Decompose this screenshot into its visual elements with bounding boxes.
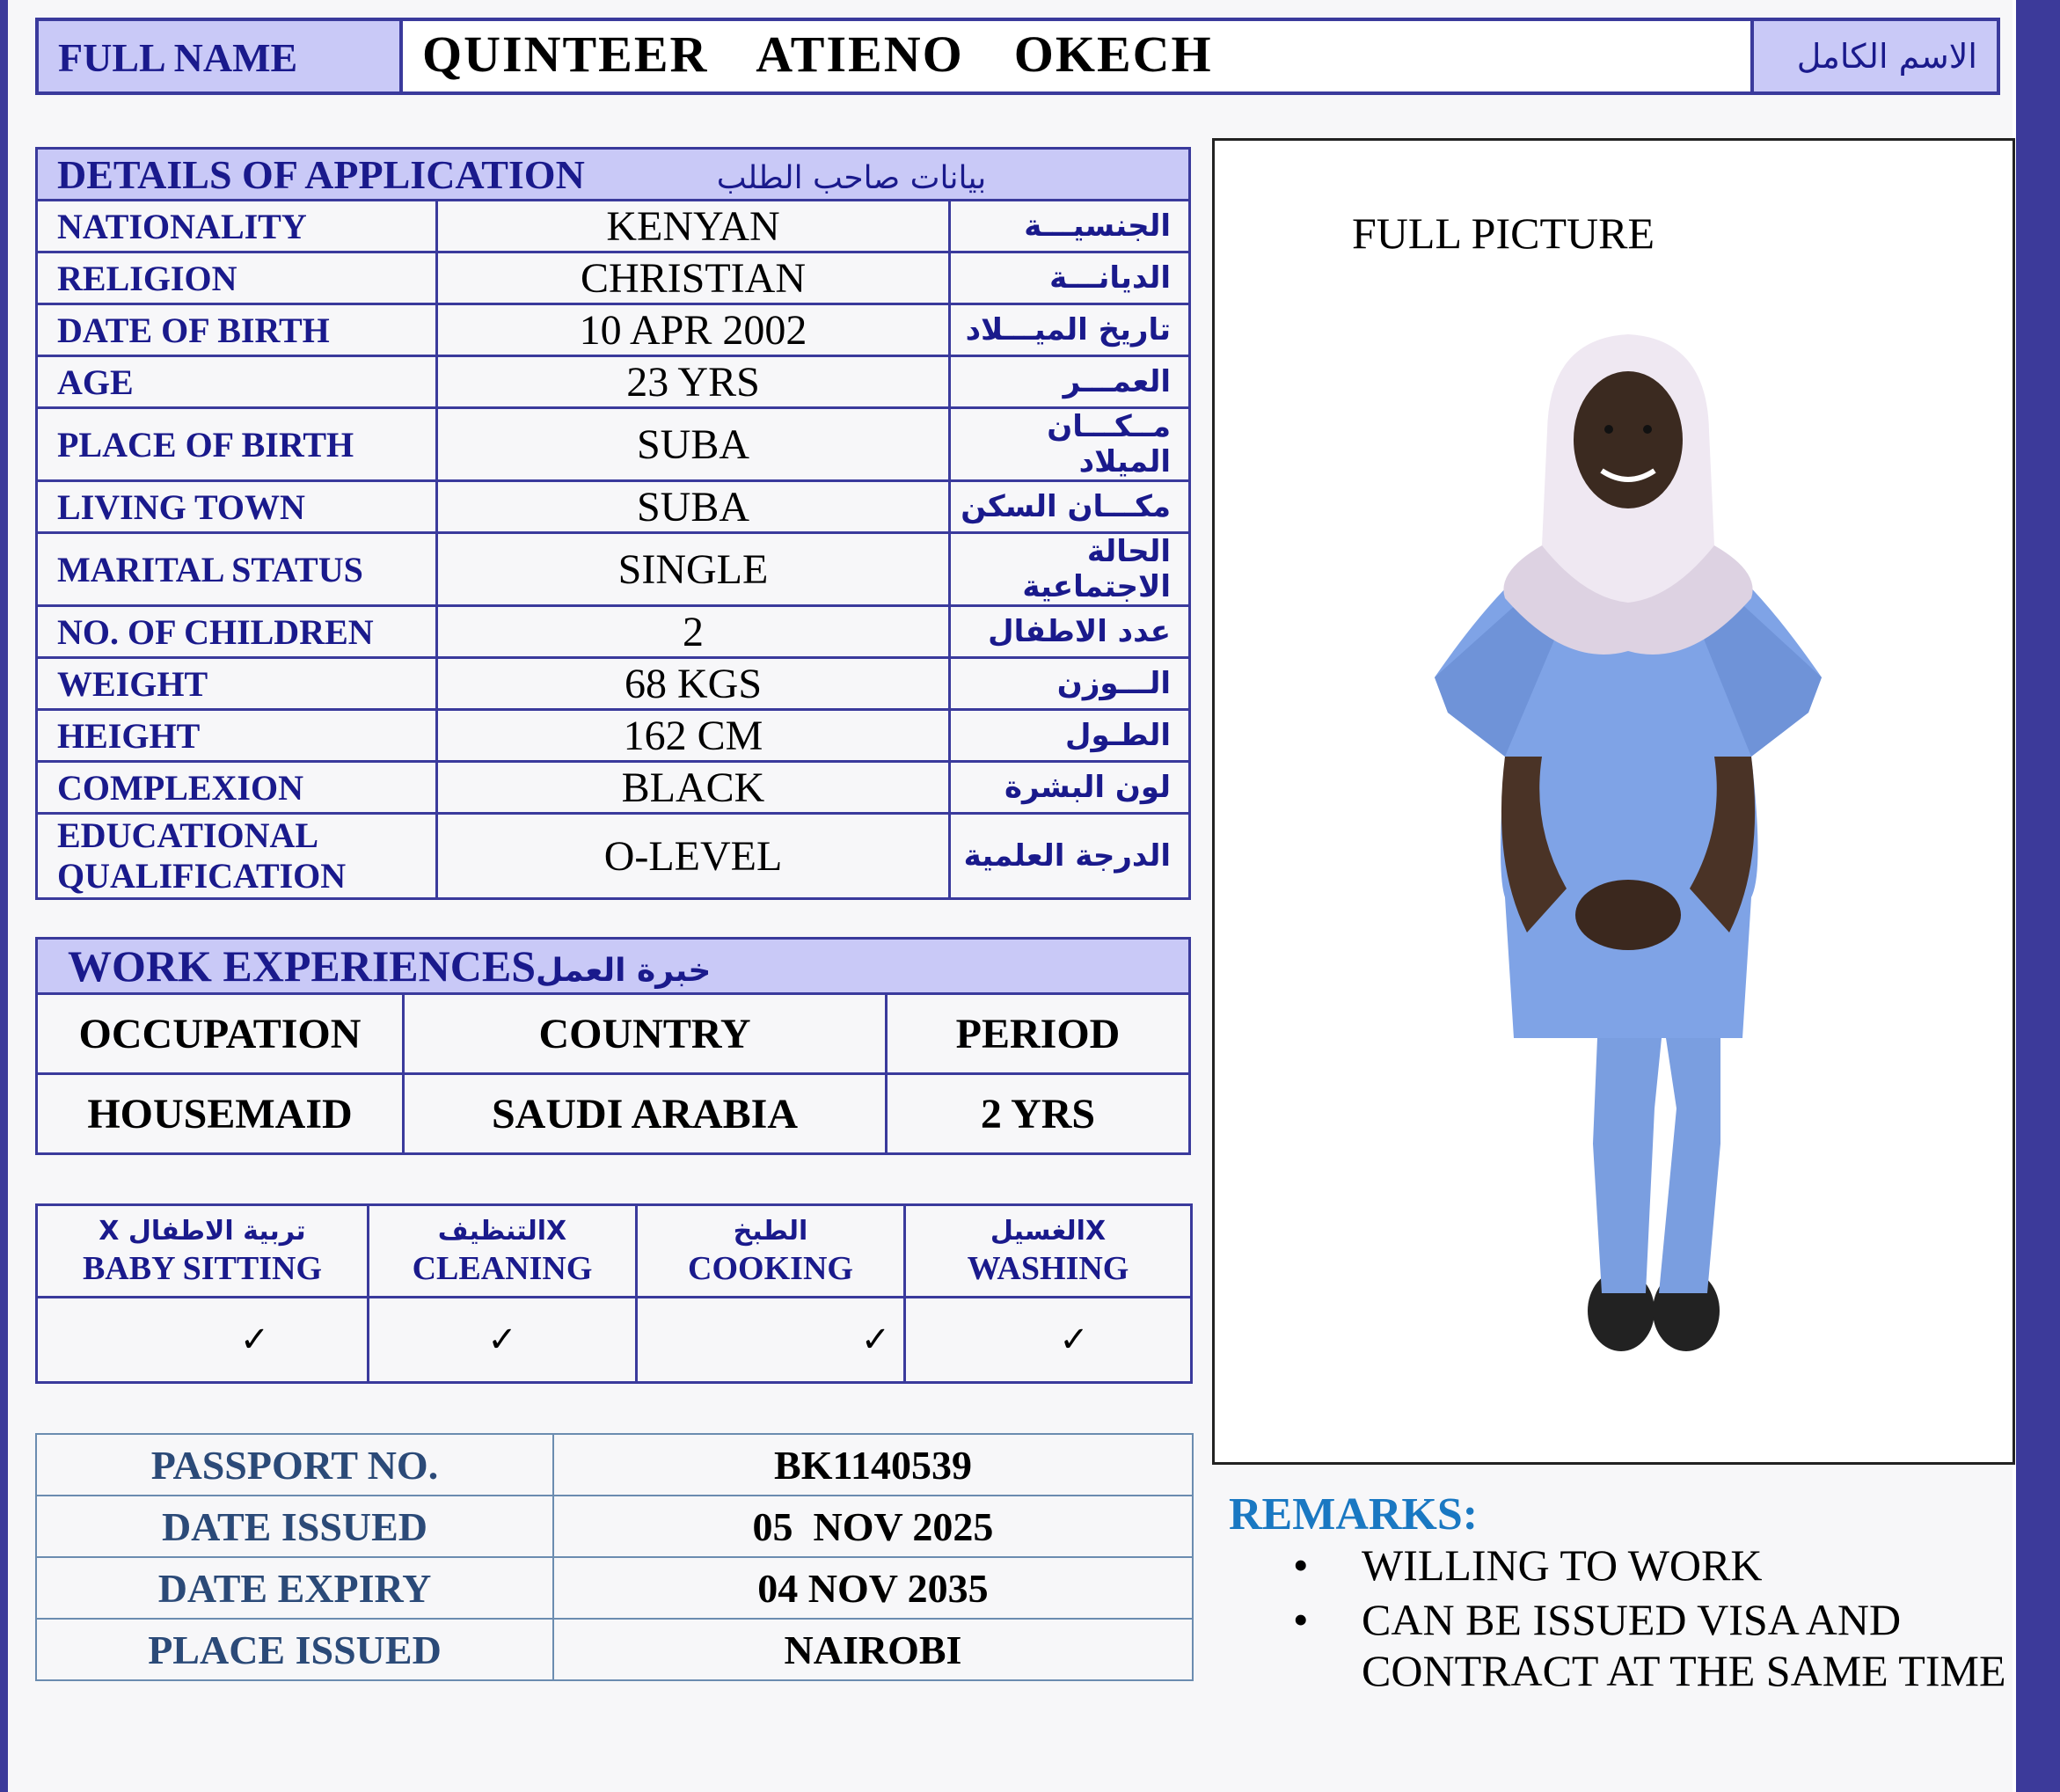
table-row xyxy=(37,658,1190,710)
detail-value: 2 xyxy=(437,606,950,658)
skill-label-ar: X تربية الاطفال xyxy=(99,1216,306,1247)
detail-label: MARITAL STATUS xyxy=(37,533,437,606)
skill-cell-cleaning xyxy=(369,1205,637,1298)
detail-value: 68 KGS xyxy=(437,658,950,710)
detail-label: RELIGION xyxy=(37,252,437,304)
remarks-title: REMARKS: xyxy=(1229,1489,1479,1540)
skill-cell-cooking xyxy=(637,1205,905,1298)
list-item xyxy=(1293,1594,2014,1696)
bullet-icon: • xyxy=(1293,1540,1309,1590)
column-header: COUNTRY xyxy=(404,994,887,1074)
table-row xyxy=(37,533,1190,606)
detail-value: SUBA xyxy=(437,481,950,533)
detail-value: SINGLE xyxy=(437,533,950,606)
passport-label: PASSPORT NO. xyxy=(36,1434,553,1496)
bullet-icon: • xyxy=(1293,1595,1309,1644)
check-icon: ✓ xyxy=(369,1298,637,1383)
column-header: OCCUPATION xyxy=(37,994,404,1074)
detail-label: NATIONALITY xyxy=(37,201,437,252)
skills-check-row xyxy=(37,1298,1192,1383)
table-row xyxy=(36,1434,1193,1496)
passport-value: NAIROBI xyxy=(553,1619,1193,1680)
skill-label: COOKING xyxy=(688,1250,853,1287)
detail-label-ar: الطـول xyxy=(950,710,1190,762)
skill-label: BABY SITTING xyxy=(82,1250,323,1287)
page-frame-left xyxy=(0,0,8,1792)
work-header-row xyxy=(37,939,1190,994)
passport-label: PLACE ISSUED xyxy=(36,1619,553,1680)
table-row xyxy=(37,481,1190,533)
detail-label-ar: مكـــان السكن xyxy=(950,481,1190,533)
remark-text: CAN BE ISSUED VISA AND CONTRACT AT THE SAME TIME xyxy=(1362,1595,2006,1695)
details-table xyxy=(35,147,1191,900)
skill-label-ar: الطبخ xyxy=(733,1216,808,1247)
details-header-row xyxy=(37,149,1190,201)
detail-label: DATE OF BIRTH xyxy=(37,304,437,356)
applicant-photo xyxy=(1215,141,2018,1467)
detail-value: BLACK xyxy=(437,762,950,814)
passport-table xyxy=(35,1433,1194,1681)
detail-value: 162 CM xyxy=(437,710,950,762)
detail-label-ar: الدرجة العلمية xyxy=(950,814,1190,899)
passport-label: DATE EXPIRY xyxy=(36,1557,553,1619)
detail-label: AGE xyxy=(37,356,437,408)
table-row xyxy=(37,304,1190,356)
detail-value: SUBA xyxy=(437,408,950,481)
check-icon: ✓ xyxy=(905,1298,1192,1383)
work-columns-row xyxy=(37,994,1190,1074)
full-name-label-ar: الاسم الكامل xyxy=(1750,21,1997,91)
table-row xyxy=(37,762,1190,814)
details-title-ar: بيانات صاحب الطلب xyxy=(716,159,987,196)
work-experience-table xyxy=(35,937,1191,1155)
skill-cell-washing xyxy=(905,1205,1192,1298)
table-row xyxy=(37,201,1190,252)
table-row xyxy=(37,1074,1190,1154)
full-name-bar xyxy=(35,18,2000,95)
photo-caption: FULL PICTURE xyxy=(1352,208,1655,258)
remark-text: WILLING TO WORK xyxy=(1362,1540,1763,1590)
table-row xyxy=(36,1496,1193,1557)
passport-value: 04 NOV 2035 xyxy=(553,1557,1193,1619)
table-row xyxy=(37,606,1190,658)
detail-label: NO. OF CHILDREN xyxy=(37,606,437,658)
skill-label: WASHING xyxy=(967,1250,1129,1287)
detail-label-ar: الديانـــة xyxy=(950,252,1190,304)
detail-label: COMPLEXION xyxy=(37,762,437,814)
skills-table xyxy=(35,1203,1193,1384)
passport-value: 05 NOV 2025 xyxy=(553,1496,1193,1557)
skill-label-ar: التنظيفX xyxy=(437,1216,567,1247)
table-row xyxy=(37,814,1190,899)
page-frame-right xyxy=(2016,0,2060,1792)
list-item xyxy=(1293,1540,2014,1591)
details-title: DETAILS OF APPLICATION xyxy=(57,151,585,197)
detail-value: O-LEVEL xyxy=(437,814,950,899)
check-icon: ✓ xyxy=(37,1298,369,1383)
work-title: WORK EXPERIENCES xyxy=(68,941,537,991)
detail-value: CHRISTIAN xyxy=(437,252,950,304)
detail-label-ar: الجنسيـــة xyxy=(950,201,1190,252)
skill-cell-baby-sitting xyxy=(37,1205,369,1298)
detail-label-ar: العمـــر xyxy=(950,356,1190,408)
table-row xyxy=(36,1557,1193,1619)
work-country: SAUDI ARABIA xyxy=(404,1074,887,1154)
table-row xyxy=(37,356,1190,408)
detail-value: KENYAN xyxy=(437,201,950,252)
detail-label-ar: الـــوزن xyxy=(950,658,1190,710)
table-row xyxy=(36,1619,1193,1680)
detail-label: HEIGHT xyxy=(37,710,437,762)
detail-label: WEIGHT xyxy=(37,658,437,710)
detail-value: 10 APR 2002 xyxy=(437,304,950,356)
passport-label: DATE ISSUED xyxy=(36,1496,553,1557)
detail-label: EDUCATIONAL QUALIFICATION xyxy=(37,814,437,899)
work-title-ar: خبرة العمل xyxy=(536,953,712,989)
detail-label-ar: مــكـــان الميلاد xyxy=(950,408,1190,481)
remarks-list xyxy=(1293,1540,2014,1700)
skill-label-ar: الغسيلX xyxy=(990,1216,1107,1247)
full-name-value: QUINTEER ATIENO OKECH xyxy=(422,26,1213,83)
table-row xyxy=(37,408,1190,481)
detail-label: LIVING TOWN xyxy=(37,481,437,533)
detail-label-ar: عدد الاطفال xyxy=(950,606,1190,658)
table-row xyxy=(37,710,1190,762)
skill-label: CLEANING xyxy=(412,1250,593,1287)
detail-label-ar: لون البشرة xyxy=(950,762,1190,814)
detail-value: 23 YRS xyxy=(437,356,950,408)
table-row xyxy=(37,252,1190,304)
detail-label-ar: الحالة الاجتماعية xyxy=(950,533,1190,606)
detail-label: PLACE OF BIRTH xyxy=(37,408,437,481)
work-occupation: HOUSEMAID xyxy=(37,1074,404,1154)
work-period: 2 YRS xyxy=(887,1074,1190,1154)
full-name-label: FULL NAME xyxy=(39,21,403,91)
skills-label-row xyxy=(37,1205,1192,1298)
column-header: PERIOD xyxy=(887,994,1190,1074)
full-picture-box xyxy=(1212,138,2015,1465)
check-icon: ✓ xyxy=(637,1298,905,1383)
passport-value: BK1140539 xyxy=(553,1434,1193,1496)
detail-label-ar: تاريخ الميـــلاد xyxy=(950,304,1190,356)
